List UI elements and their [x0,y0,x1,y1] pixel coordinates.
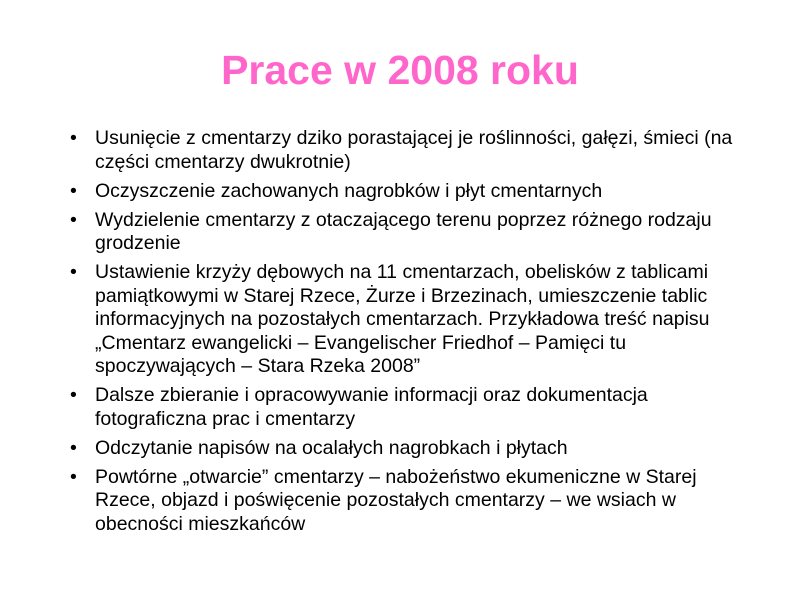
bullet-item [70,180,760,204]
slide-title: Prace w 2008 roku [221,47,579,93]
bullet-item [70,384,760,431]
bullet-text: Odczytanie napisów na ocalałych nagrobkach i płytach [95,436,568,459]
bullet-icon: • [70,261,77,283]
bullet-icon: • [70,436,77,459]
bullet-list [70,127,760,542]
bullet-icon: • [70,127,77,149]
bullet-icon: • [70,384,77,406]
bullet-item [70,261,760,379]
bullet-item [70,127,760,174]
bullet-item [70,209,760,256]
bullet-icon: • [70,465,77,488]
bullet-text: Oczyszczenie zachowanych nagrobków i płyt cmentarnych [95,179,603,202]
bullet-item [70,437,760,461]
bullet-icon: • [70,208,77,231]
bullet-text: Ustawienie krzyży dębowych na 11 cmentarzach, obelisków z tablicami pamiątkowymi w Starej Rzece, Żurze i Brzezinach, umieszczenie tablic informacyjnych na pozostałych cmentarzach. Przykładowa treść napisu „Cmentarz ewangelicki – Evangelischer Friedhof – Pamięci tu spoczywających – Stara Rzeka 2008” [95,261,710,377]
bullet-text: Usunięcie z cmentarzy dziko porastającej je roślinności, gałęzi, śmieci (na części cmentarzy dwukrotnie) [95,127,733,173]
bullet-text: Powtórne „otwarcie” cmentarzy – nabożeństwo ekumeniczne w Starej Rzece, objazd i poświęcenie pozostałych cmentarzy – we wsiach w obecności mieszkańców [95,465,697,535]
bullet-item [70,466,760,537]
bullet-icon: • [70,179,77,202]
bullet-text: Dalsze zbieranie i opracowywanie informacji oraz dokumentacja fotograficzna prac i cmentarzy [95,384,648,430]
bullet-text: Wydzielenie cmentarzy z otaczającego terenu poprzez różnego rodzaju grodzenie [95,208,712,254]
